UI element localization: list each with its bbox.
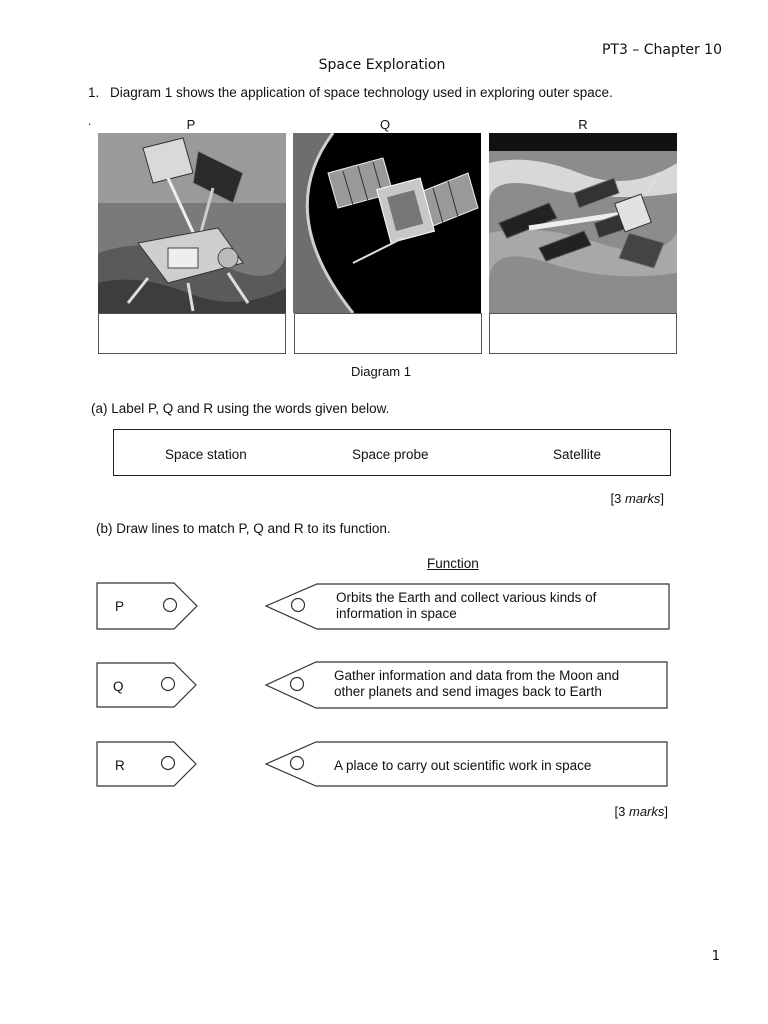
image-label-q: Q	[379, 117, 391, 132]
function-1-dot[interactable]	[292, 599, 305, 612]
function-2-dot[interactable]	[291, 678, 304, 691]
part-b-prompt: (b) Draw lines to match P, Q and R to its function.	[96, 521, 391, 536]
diagram-caption: Diagram 1	[351, 364, 411, 379]
function-text-1	[336, 590, 596, 622]
word-space-probe: Space probe	[352, 447, 429, 462]
part-a-prompt: (a) Label P, Q and R using the words given below.	[91, 401, 390, 416]
function-2-line-2: other planets and send images back to Earth	[334, 684, 602, 699]
course-header: PT3 – Chapter 10	[601, 42, 722, 58]
part-b-marks	[615, 804, 668, 819]
function-heading: Function	[427, 556, 479, 571]
function-text-2	[334, 668, 619, 700]
function-1-line-2: information in space	[336, 606, 457, 621]
tag-r-dot	[162, 757, 175, 770]
tag-q-dot[interactable]	[162, 678, 175, 691]
bullet-dot: .	[88, 114, 92, 128]
tag-p-label: P	[115, 599, 125, 614]
tag-p-dot[interactable]	[164, 599, 177, 612]
tag-q-label: Q	[113, 679, 124, 694]
image-label-p: P	[186, 117, 196, 132]
tag-p-shape	[97, 583, 197, 629]
image-label-r: R	[578, 117, 588, 132]
marks-close: ]	[664, 804, 668, 819]
tag-r-label: R	[115, 758, 125, 773]
function-2-line-1: Gather information and data from the Moon and	[334, 668, 620, 683]
marks-open: [3	[610, 491, 625, 506]
function-3-dot[interactable]	[291, 757, 304, 770]
page-number: 1	[711, 949, 720, 964]
question-1-text: Diagram 1 shows the application of space technology used in exploring outer space.	[110, 85, 613, 100]
function-text-3	[334, 758, 591, 774]
tag-r-shape	[97, 742, 196, 786]
marks-word: marks	[628, 804, 665, 819]
word-space-station: Space station	[165, 447, 247, 462]
question-number: 1.	[88, 85, 100, 100]
word-satellite: Satellite	[553, 447, 602, 462]
marks-open: [3	[614, 804, 629, 819]
function-3-line-1: A place to carry out scientific work in space	[334, 758, 592, 773]
page-title: Space Exploration	[318, 57, 446, 73]
function-1-line-1: Orbits the Earth and collect various kinds of	[336, 590, 597, 605]
marks-word: marks	[624, 491, 661, 506]
tag-q-shape	[97, 663, 196, 707]
marks-close: ]	[660, 491, 664, 506]
